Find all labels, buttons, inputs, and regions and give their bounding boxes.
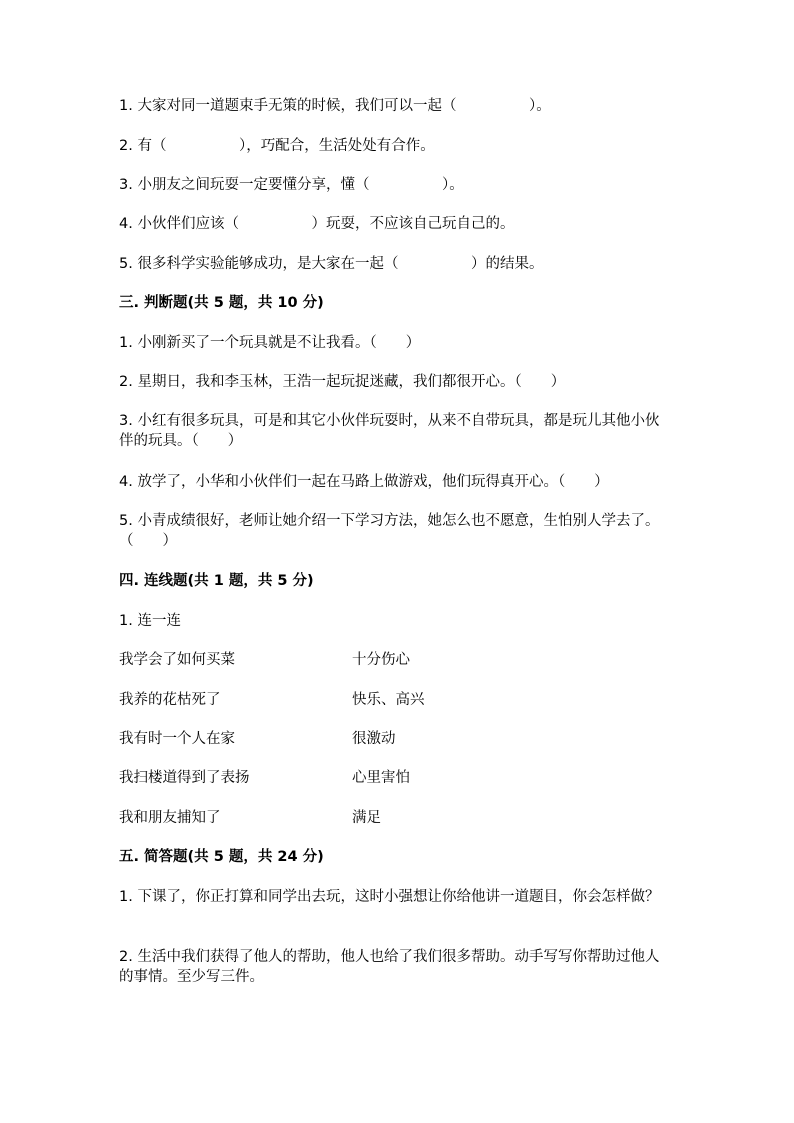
matching-right-4: 心里害怕 (352, 770, 410, 786)
matching-left-2: 我养的花枯死了 (119, 692, 221, 708)
matching-right-1: 十分伤心 (352, 652, 410, 668)
matching-heading: 四. 连线题(共 1 题，共 5 分) (119, 573, 314, 589)
fill-blank-item-2: 2. 有（ ），巧配合，生活处处有合作。 (119, 138, 435, 154)
judgment-item-2: 2. 星期日，我和李玉林，王浩一起玩捉迷藏，我们都很开心。（ ） (119, 374, 566, 390)
fill-blank-item-1: 1. 大家对同一道题束手无策的时候，我们可以一起（ ）。 (119, 98, 551, 114)
judgment-heading: 三. 判断题(共 5 题，共 10 分) (119, 295, 324, 311)
matching-left-1: 我学会了如何买菜 (119, 652, 235, 668)
fill-blank-item-4: 4. 小伙伴们应该（ ）玩耍，不应该自己玩自己的。 (119, 216, 515, 232)
judgment-item-4: 4. 放学了，小华和小伙伴们一起在马路上做游戏，他们玩得真开心。（ ） (119, 474, 609, 490)
matching-right-3: 很激动 (352, 731, 396, 747)
short-answer-item-1: 1. 下课了，你正打算和同学出去玩，这时小强想让你给他讲一道题目，你会怎样做？ (119, 889, 660, 905)
judgment-item-1: 1. 小刚新买了一个玩具就是不让我看。（ ） (119, 335, 421, 351)
fill-blank-item-5: 5. 很多科学实验能够成功，是大家在一起（ ）的结果。 (119, 256, 544, 272)
matching-left-4: 我扫楼道得到了表扬 (119, 770, 250, 786)
matching-left-3: 我有时一个人在家 (119, 731, 235, 747)
matching-right-5: 满足 (352, 810, 381, 826)
judgment-item-3: 3. 小红有很多玩具，可是和其它小伙伴玩耍时，从来不自带玩具，都是玩儿其他小伙伴的玩具。（ ） (119, 413, 660, 449)
short-answer-heading: 五. 简答题(共 5 题，共 24 分) (119, 849, 324, 865)
matching-left-5: 我和朋友捕知了 (119, 810, 221, 826)
matching-question: 1. 连一连 (119, 613, 181, 629)
short-answer-item-2: 2. 生活中我们获得了他人的帮助，他人也给了我们很多帮助。动手写写你帮助过他人的事情。至少写三件。 (119, 949, 660, 985)
matching-right-2: 快乐、高兴 (352, 692, 425, 708)
fill-blank-item-3: 3. 小朋友之间玩耍一定要懂分享，懂（ ）。 (119, 177, 464, 193)
judgment-item-5: 5. 小青成绩很好，老师让她介绍一下学习方法，她怎么也不愿意，生怕别人学去了。（ ） (119, 513, 660, 549)
